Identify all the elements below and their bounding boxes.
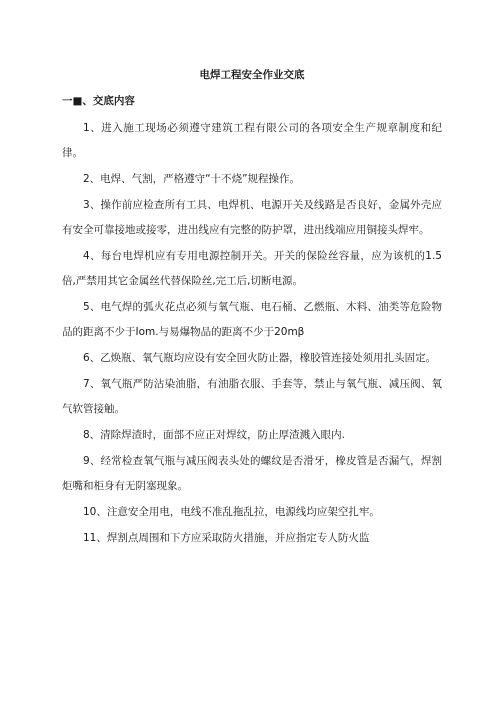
paragraph-2: 2、电焊、气割，严格遵守“十不烧”规程操作。 (83, 173, 301, 185)
paragraph-3: 3、操作前应检查所有工具、电焊机、电源开关及线路是否良好，金属外壳应有安全可靠接地或接零，进出线应有完整的防护罩，进出线端应用铜接头焊牢。 (62, 199, 442, 236)
paragraph-6: 6、乙焕瓶、氧气瓶均应设有安全回火防止器，橡胶管连接处须用扎头固定。 (83, 352, 437, 364)
paragraph-10: 10、注意安全用电，电线不准乱拖乱拉，电源线均应架空扎牢。 (83, 506, 380, 518)
paragraph-4: 4、每台电焊机应有专用电源控制开关。开关的保险丝容量，应为该机的1.5倍,严禁用其它金属丝代替保险丝,完工后,切断电源。 (62, 250, 442, 287)
section-heading: 一■、交底内容 (62, 95, 135, 107)
paragraph-1: 1、进入施工现场必须遵守建筑工程有限公司的各项安全生产规章制度和纪律。 (62, 122, 442, 159)
paragraph-9: 9、经常检查氧气瓶与减压阀表头处的螺纹是否滑牙，橡皮管是否漏气，焊割炬嘴和柜身有无阴塞现象。 (62, 455, 442, 492)
paragraph-5: 5、电气焊的弧火花点必须与氧气瓶、电石桶、乙燃瓶、木料、油类等危险物品的距离不少于Iom.与易爆物品的距离不少于20mβ (62, 301, 442, 338)
paragraph-11: 11、焊割点周围和下方应采取防火措施，并应指定专人防火监 (83, 532, 370, 544)
paragraph-7: 7、氧气瓶严防沾染油脂，有油脂衣服、手套等，禁止与氧气瓶、减压阀、氧气软管接触。 (62, 378, 442, 415)
paragraph-8: 8、清除焊渣时，面部不应正对焊纹，防止厚渣溅入眼内. (83, 429, 346, 441)
document-title: 电焊工程安全作业交底 (199, 69, 305, 81)
